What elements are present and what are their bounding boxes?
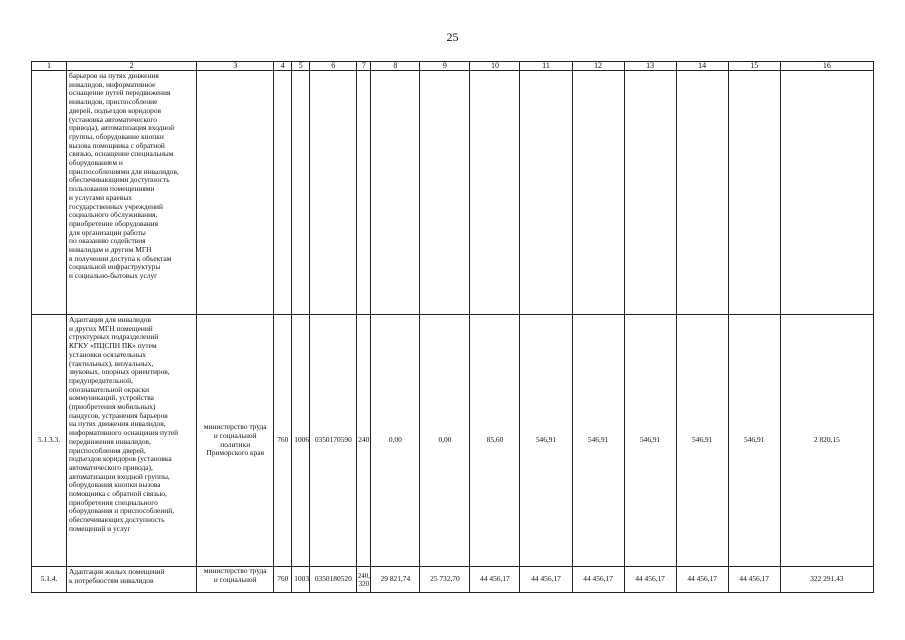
row-value: 546,91 [728, 315, 780, 567]
program-table [31, 61, 874, 593]
row-code-vr: 240 [357, 315, 371, 567]
row-value: 44 456,17 [624, 567, 676, 593]
row-value: 546,91 [520, 315, 572, 567]
row-code-csr: 0350180520 [310, 567, 357, 593]
row-code-csr [310, 71, 357, 315]
row-code-rzpr [292, 71, 310, 315]
row-value: 25 732,70 [420, 567, 470, 593]
column-header: 6 [310, 62, 357, 71]
row-value: 29 821,74 [371, 567, 420, 593]
row-description: Адаптация жилых помещений к потребностям инвалидов [67, 567, 197, 593]
row-value: 546,91 [572, 315, 624, 567]
row-value [728, 71, 780, 315]
row-value [520, 71, 572, 315]
page-number: 25 [446, 30, 459, 44]
row-total [780, 71, 873, 315]
row-total: 2 820,15 [780, 315, 873, 567]
row-value [371, 71, 420, 315]
column-header: 5 [292, 62, 310, 71]
column-header: 14 [676, 62, 728, 71]
row-executor [197, 71, 274, 315]
column-numbers-row [32, 62, 874, 71]
row-description: Адаптация для инвалидов и других МГН помещений структурных подразделений КГКУ «ПЦСПН ПК» путем установки осязательных (тактильных), визуальных, звуковых, опорных ориентиров, предупредительной, опознавательной окраски коммуникаций, устройства (приобретения мобильных) пандусов, устранения барьеров на путях движения инвалидов, информативного оснащения путей передвижения инвалидов, приспособления дверей, подъездов коридоров (установка автоматического привода), автоматизации входной группы, оборудования кнопки вызова помощника с обратной связью, приобретения специального оборудования и приспособлений, обеспечивающих доступность помещений и услуг [67, 315, 197, 567]
row-code-rzpr: 1003 [292, 567, 310, 593]
row-value: 546,91 [676, 315, 728, 567]
row-value [420, 71, 470, 315]
row-value [624, 71, 676, 315]
column-header: 3 [197, 62, 274, 71]
row-description: барьеров на путях движения инвалидов, информативное оснащение путей передвижения инвалидов, приспособление дверей, подъездов коридоров (установка автоматического привода), автоматизация входной группы, оборудование кнопки вызова помощника с обратной связью, оснащение специальным оборудованием и приспособлениями для инвалидов, обеспечивающими доступность пользования помещениями и услугами краевых государственных учреждений социального обслуживания, приобретение оборудования для организации работы по оказанию содействия инвалидам и другим МГН в получении доступа к объектам социальной инфраструктуры и социально-бытовых услуг [67, 71, 197, 315]
column-header: 10 [470, 62, 520, 71]
column-header: 2 [67, 62, 197, 71]
table-row [32, 567, 874, 593]
row-value: 44 456,17 [520, 567, 572, 593]
row-value: 44 456,17 [728, 567, 780, 593]
row-number [32, 71, 67, 315]
row-value: 85,60 [470, 315, 520, 567]
row-value: 44 456,17 [676, 567, 728, 593]
column-header: 11 [520, 62, 572, 71]
column-header: 13 [624, 62, 676, 71]
row-value: 0,00 [420, 315, 470, 567]
table-row [32, 315, 874, 567]
row-code-grbs [274, 71, 292, 315]
table-row [32, 71, 874, 315]
row-value: 44 456,17 [572, 567, 624, 593]
row-code-vr: 240, 320 [357, 567, 371, 593]
column-header: 15 [728, 62, 780, 71]
row-code-csr: 0350170590 [310, 315, 357, 567]
column-header: 9 [420, 62, 470, 71]
row-value: 546,91 [624, 315, 676, 567]
row-value [676, 71, 728, 315]
column-header: 1 [32, 62, 67, 71]
column-header: 16 [780, 62, 873, 71]
column-header: 7 [357, 62, 371, 71]
row-number: 5.1.4. [32, 567, 67, 593]
row-number: 5.1.3.3. [32, 315, 67, 567]
row-code-grbs: 760 [274, 567, 292, 593]
row-value [572, 71, 624, 315]
row-executor: министерство труда и социальной политики Приморского края [197, 315, 274, 567]
column-header: 8 [371, 62, 420, 71]
row-total: 322 291,43 [780, 567, 873, 593]
row-value [470, 71, 520, 315]
row-code-rzpr: 1006 [292, 315, 310, 567]
row-value: 44 456,17 [470, 567, 520, 593]
row-code-vr [357, 71, 371, 315]
row-value: 0,00 [371, 315, 420, 567]
row-code-grbs: 760 [274, 315, 292, 567]
column-header: 12 [572, 62, 624, 71]
row-executor: министерство труда и социальной [197, 567, 274, 593]
column-header: 4 [274, 62, 292, 71]
